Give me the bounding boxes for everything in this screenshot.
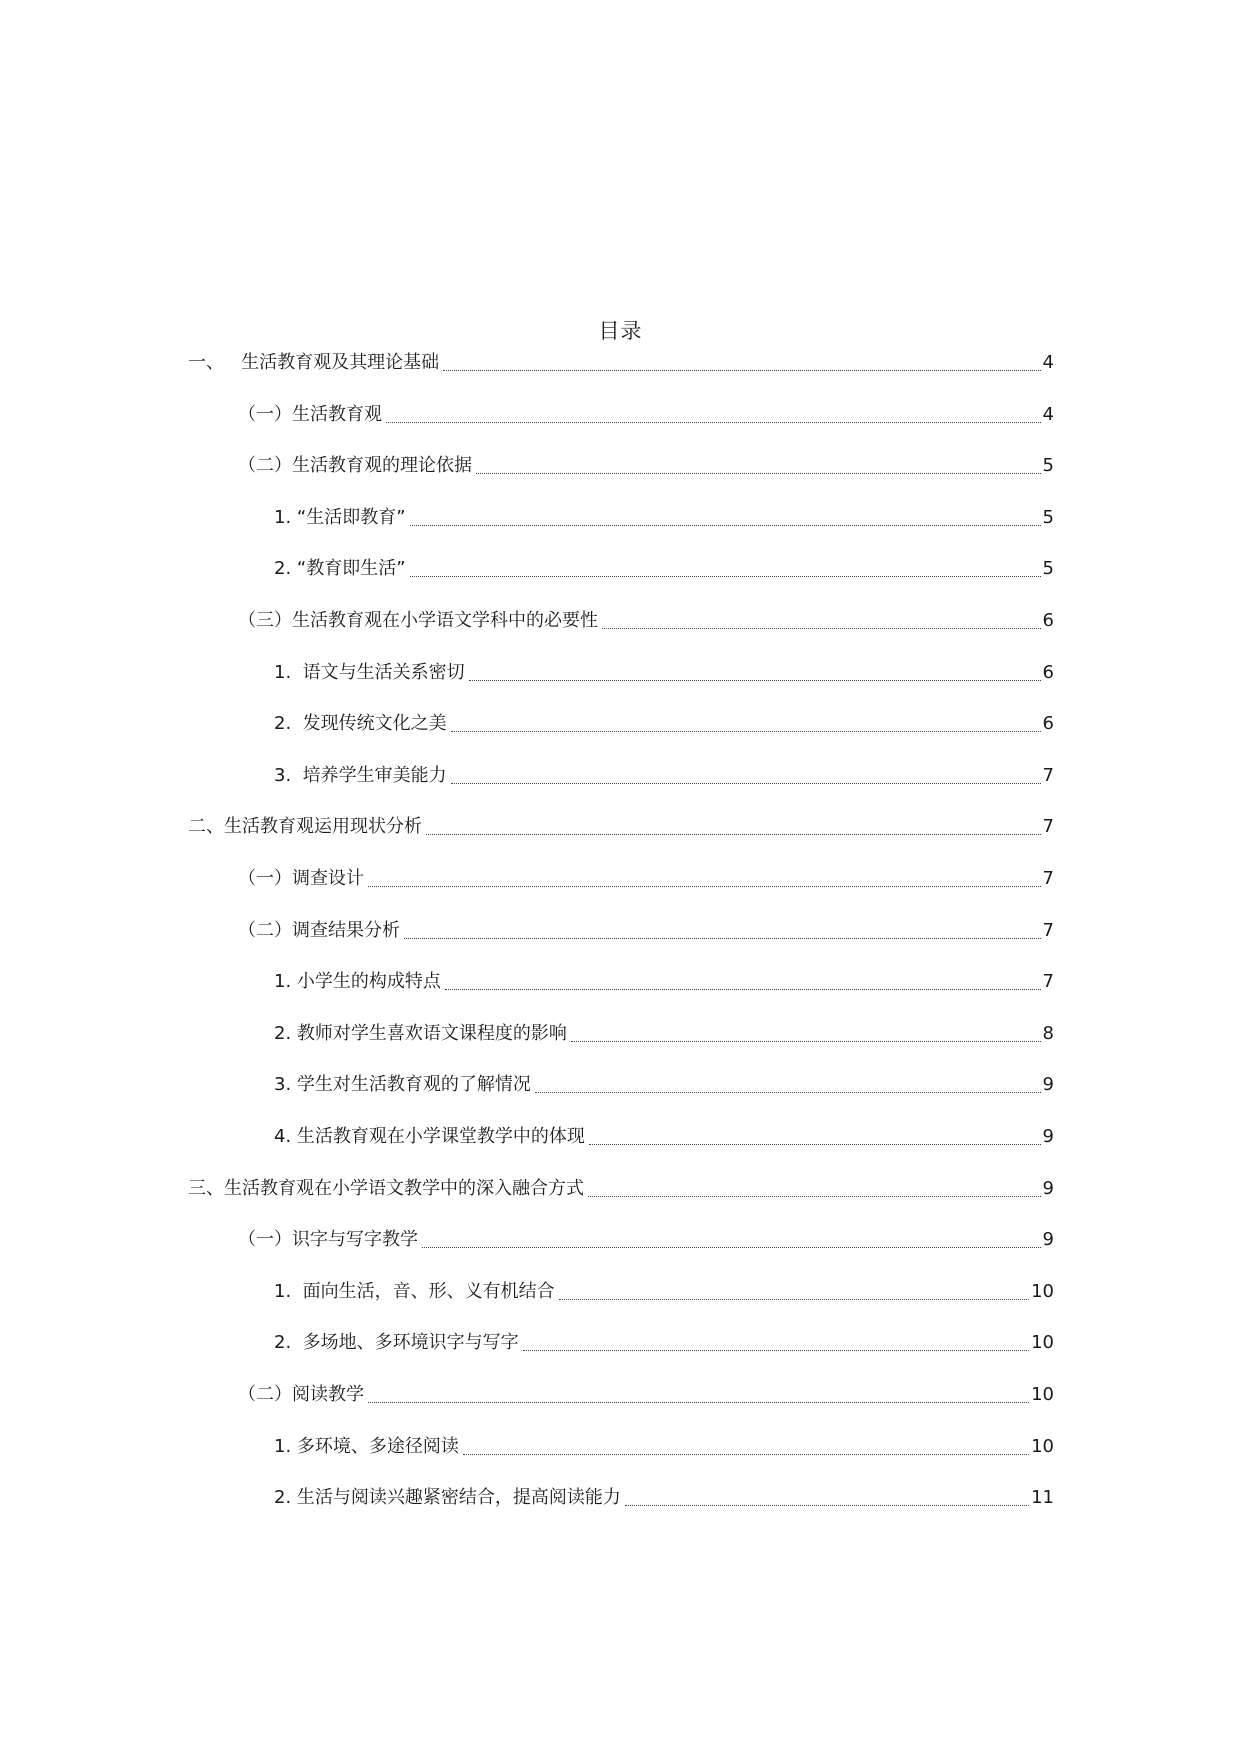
toc-entry	[274, 1019, 1054, 1049]
toc-entry-label: 1. 多环境、多途径阅读	[274, 1436, 459, 1457]
toc-entry-label: （二）阅读教学	[238, 1384, 364, 1405]
toc-entry-page-number: 9	[1042, 1074, 1054, 1095]
toc-entry	[238, 864, 1054, 894]
toc-entry-page-number: 7	[1042, 765, 1054, 786]
toc-title: 目录	[598, 319, 643, 343]
toc-entry	[274, 1122, 1054, 1152]
toc-entry-label: 1. “生活即教育”	[274, 507, 406, 528]
toc-entry-label: 2. 生活与阅读兴趣紧密结合，提高阅读能力	[274, 1487, 621, 1508]
toc-entry	[274, 1328, 1054, 1358]
dot-leader	[451, 731, 1041, 732]
toc-entry	[238, 400, 1054, 430]
dot-leader	[469, 680, 1041, 681]
dot-leader	[426, 834, 1041, 835]
toc-entry-label: （一）生活教育观	[238, 404, 382, 425]
toc-entry-page-number: 9	[1042, 1178, 1054, 1199]
toc-entry	[238, 1225, 1054, 1255]
toc-entry-page-number: 10	[1031, 1384, 1054, 1405]
toc-entry-label: （三）生活教育观在小学语文学科中的必要性	[238, 610, 598, 631]
toc-entry-label: 3. 培养学生审美能力	[274, 765, 447, 786]
toc-entry	[274, 1483, 1054, 1513]
toc-entry-label: （一）识字与写字教学	[238, 1229, 418, 1250]
dot-leader	[404, 938, 1041, 939]
toc-entry	[188, 348, 1054, 378]
toc-entry	[274, 1070, 1054, 1100]
toc-entry-page-number: 7	[1042, 920, 1054, 941]
dot-leader	[368, 1402, 1029, 1403]
toc-entry	[238, 1380, 1054, 1410]
dot-leader	[625, 1505, 1029, 1506]
toc-entry	[274, 1277, 1054, 1307]
dot-leader	[410, 525, 1041, 526]
toc-entry-page-number: 10	[1031, 1332, 1054, 1353]
dot-leader	[386, 422, 1041, 423]
toc-entry-page-number: 7	[1042, 868, 1054, 889]
toc-entry-label: 二、生活教育观运用现状分析	[188, 816, 422, 837]
dot-leader	[443, 370, 1040, 371]
toc-entry-page-number: 10	[1031, 1436, 1054, 1457]
dot-leader	[451, 783, 1041, 784]
toc-entry-page-number: 7	[1042, 971, 1054, 992]
toc-entry	[238, 916, 1054, 946]
dot-leader	[422, 1247, 1041, 1248]
toc-entry-label: 三、生活教育观在小学语文教学中的深入融合方式	[188, 1178, 584, 1199]
toc-entry-label: 1. 语文与生活关系密切	[274, 662, 465, 683]
toc-entry-page-number: 4	[1042, 404, 1054, 425]
toc-entry-page-number: 6	[1042, 662, 1054, 683]
dot-leader	[559, 1299, 1029, 1300]
toc-entry	[274, 709, 1054, 739]
toc-entry	[188, 1174, 1054, 1204]
toc-entry-page-number: 8	[1042, 1023, 1054, 1044]
toc-entry	[274, 761, 1054, 791]
toc-entry-page-number: 4	[1042, 352, 1054, 373]
toc-entry	[274, 658, 1054, 688]
toc-entry-page-number: 6	[1042, 713, 1054, 734]
toc-entry-label: 3. 学生对生活教育观的了解情况	[274, 1074, 531, 1095]
dot-leader	[445, 989, 1041, 990]
toc-entry	[274, 503, 1054, 533]
dot-leader	[535, 1092, 1041, 1093]
toc-entry-label: 一、 生活教育观及其理论基础	[188, 352, 440, 373]
toc-entry-label: （二）生活教育观的理论依据	[238, 455, 472, 476]
toc-entry-label: （二）调查结果分析	[238, 920, 400, 941]
toc-entry	[274, 1432, 1054, 1462]
dot-leader	[368, 886, 1041, 887]
toc-entry	[274, 967, 1054, 997]
toc-entry	[188, 812, 1054, 842]
toc-entry-page-number: 11	[1031, 1487, 1054, 1508]
toc-entry-label: 1. 面向生活，音、形、义有机结合	[274, 1281, 555, 1302]
toc-entry-page-number: 7	[1042, 816, 1054, 837]
toc-entry	[238, 451, 1054, 481]
toc-entry	[238, 606, 1054, 636]
toc-entry-page-number: 5	[1042, 507, 1054, 528]
toc-entry-label: 2. 发现传统文化之美	[274, 713, 447, 734]
toc-entry-label: 2. 教师对学生喜欢语文课程度的影响	[274, 1023, 567, 1044]
dot-leader	[571, 1041, 1041, 1042]
toc-entry-page-number: 5	[1042, 558, 1054, 579]
toc-entry-label: 2. “教育即生活”	[274, 558, 406, 579]
dot-leader	[523, 1350, 1029, 1351]
toc-entry-label: 2. 多场地、多环境识字与写字	[274, 1332, 519, 1353]
dot-leader	[476, 473, 1041, 474]
dot-leader	[602, 628, 1041, 629]
toc-entry	[274, 554, 1054, 584]
toc-entry-page-number: 10	[1031, 1281, 1054, 1302]
toc-entry-label: 4. 生活教育观在小学课堂教学中的体现	[274, 1126, 585, 1147]
dot-leader	[589, 1144, 1041, 1145]
toc-entry-page-number: 9	[1042, 1126, 1054, 1147]
dot-leader	[588, 1196, 1041, 1197]
dot-leader	[463, 1454, 1029, 1455]
toc-entry-label: 1. 小学生的构成特点	[274, 971, 441, 992]
toc-entry-page-number: 9	[1042, 1229, 1054, 1250]
toc-entry-page-number: 6	[1042, 610, 1054, 631]
dot-leader	[410, 576, 1041, 577]
toc-entry-label: （一）调查设计	[238, 868, 364, 889]
toc-entry-page-number: 5	[1042, 455, 1054, 476]
